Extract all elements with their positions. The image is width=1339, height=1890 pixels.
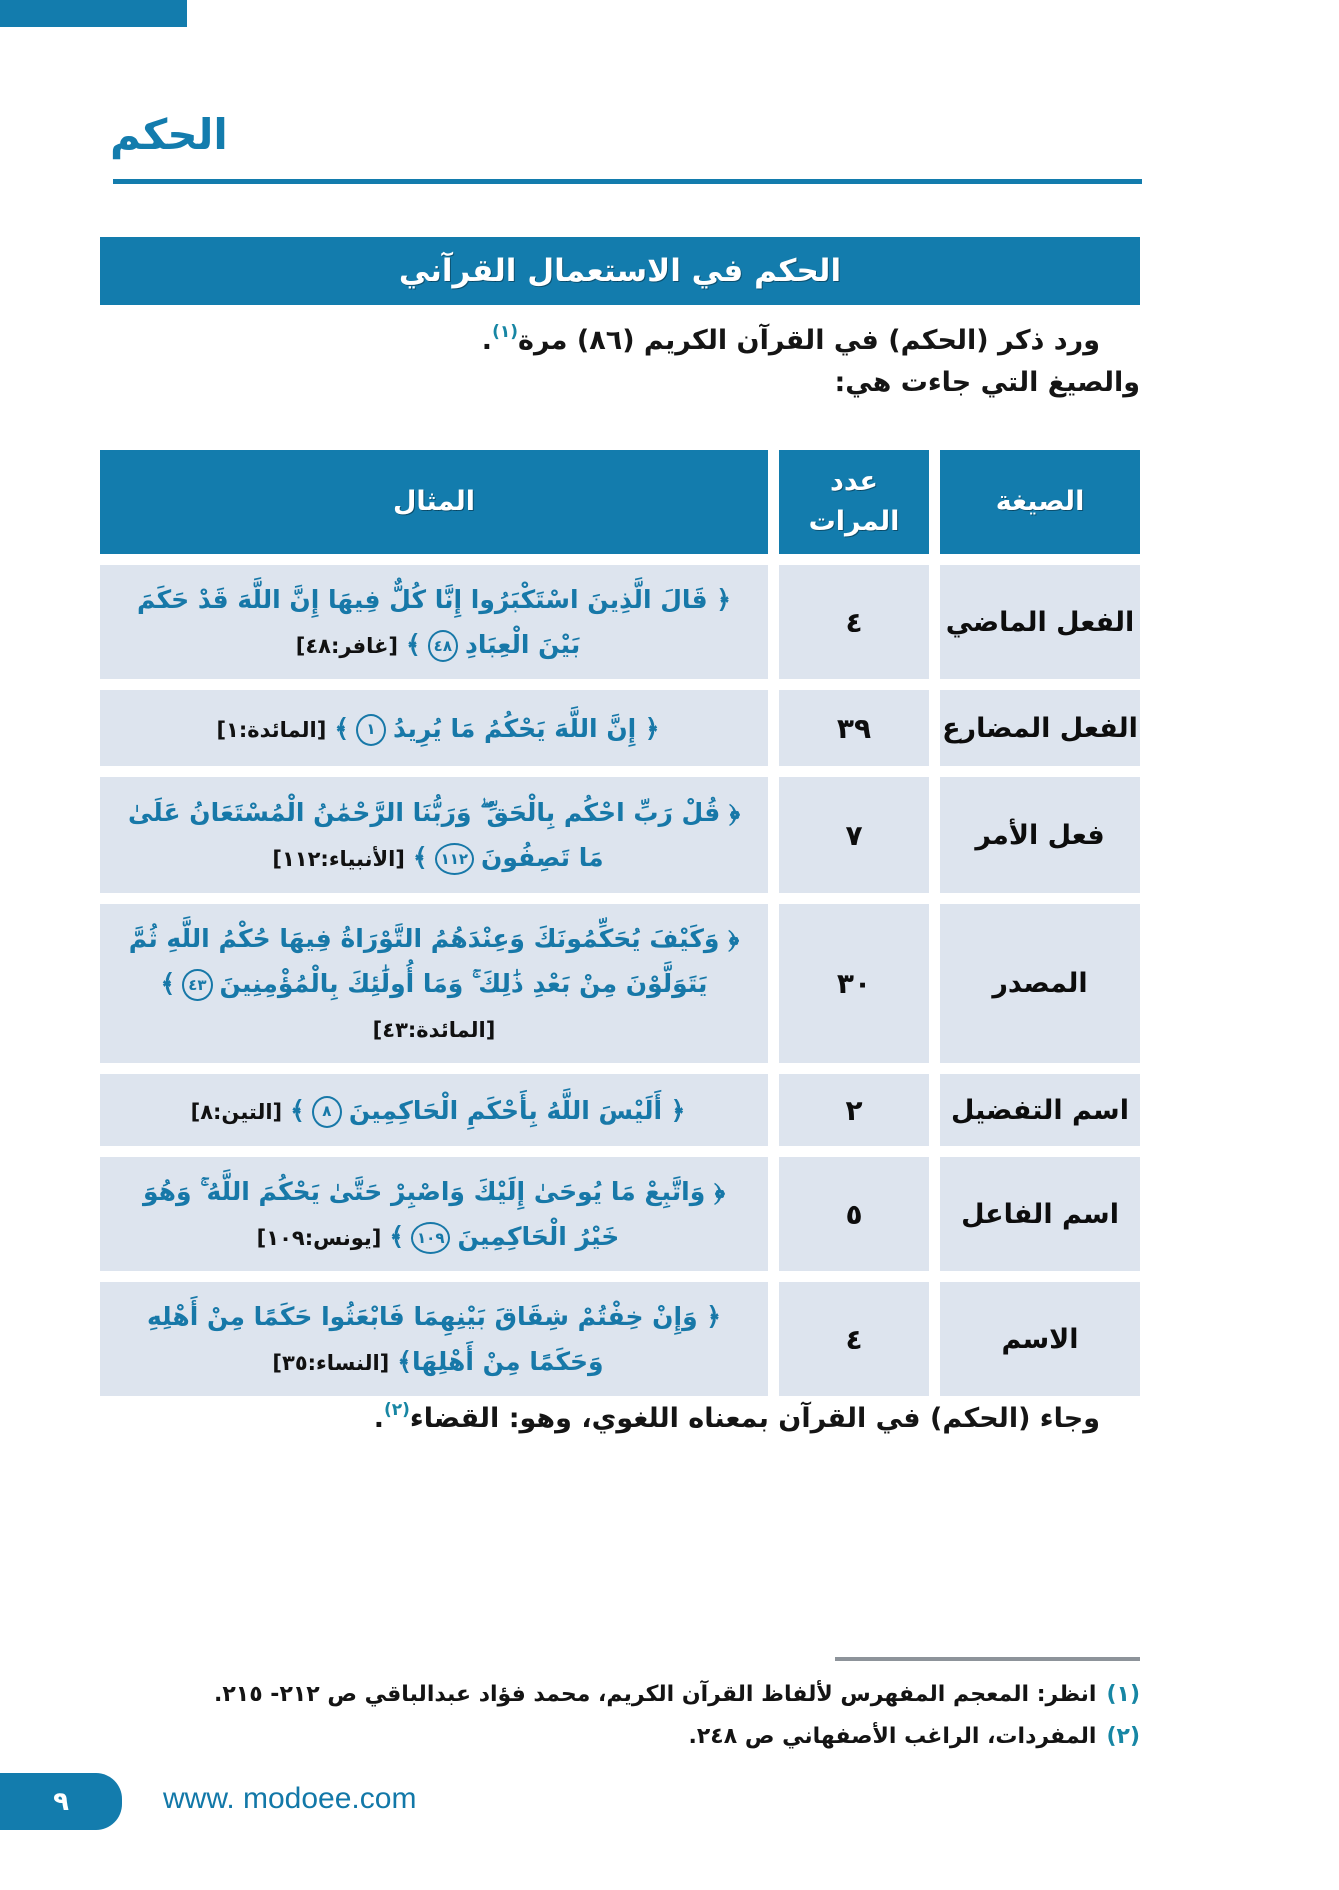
verse-reference: [يونس:١٠٩]	[256, 1226, 382, 1250]
footnote-2-marker: (٢)	[1106, 1723, 1140, 1749]
verse-close-bracket: ﴾	[406, 630, 421, 659]
intro-paragraphs	[100, 320, 1140, 404]
page-number-tab	[0, 1773, 122, 1830]
page-number: ٩	[53, 1786, 69, 1817]
row-example	[100, 904, 768, 1063]
row-count: ٢	[779, 1074, 929, 1146]
table-row	[100, 565, 1140, 679]
intro-line-1	[100, 320, 1140, 362]
footnote-2	[100, 1716, 1140, 1758]
verse-reference: [المائدة:١]	[216, 717, 327, 742]
row-form: الفعل المضارع	[940, 690, 1140, 766]
header-example: المثال	[100, 450, 768, 554]
table-row	[100, 690, 1140, 766]
row-form: اسم التفضيل	[940, 1074, 1140, 1146]
closing-paragraph	[100, 1398, 1140, 1440]
row-form: اسم الفاعل	[940, 1157, 1140, 1271]
row-form: الاسم	[940, 1282, 1140, 1396]
row-count: ٧	[779, 777, 929, 893]
verse-reference: [المائدة:٤٣]	[372, 1018, 496, 1042]
verse-close-bracket: ﴾	[290, 1095, 305, 1125]
closing-period: .	[373, 1403, 384, 1434]
row-count: ٤	[779, 565, 929, 679]
ayah-number-badge: ١٠٩	[411, 1222, 450, 1254]
ayah-number-badge: ٨	[312, 1096, 342, 1128]
footnotes-block	[100, 1674, 1140, 1758]
table-row	[100, 904, 1140, 1063]
row-count: ٣٩	[779, 690, 929, 766]
intro-line-1-text: ورد ذكر (الحكم) في القرآن الكريم (٨٦) مرة	[518, 325, 1100, 356]
verse-reference: [الأنبياء:١١٢]	[272, 847, 405, 871]
website-url: www. modoee.com	[163, 1782, 417, 1815]
ayah-number-badge: ١١٢	[435, 843, 474, 875]
intro-line-2: والصيغ التي جاءت هي:	[834, 366, 1140, 398]
row-form: الفعل الماضي	[940, 565, 1140, 679]
row-form: المصدر	[940, 904, 1140, 1063]
ayah-number-badge: ٤٣	[182, 969, 212, 1001]
top-corner-bar	[0, 0, 187, 27]
verse-text: ﴿ أَلَيْسَ اللَّهُ بِأَحْكَمِ الْحَاكِمِينَ	[348, 1095, 686, 1125]
footnote-2-text: المفردات، الراغب الأصفهاني ص ٢٤٨.	[688, 1723, 1097, 1749]
verse-close-bracket: ﴾	[160, 969, 176, 998]
row-example	[100, 1074, 768, 1146]
row-example	[100, 690, 768, 766]
section-banner	[100, 237, 1140, 305]
row-example	[100, 565, 768, 679]
footnote-1-text: انظر: المعجم المفهرس لألفاظ القرآن الكريم، محمد فؤاد عبدالباقي ص ٢١٢- ٢١٥.	[213, 1682, 1097, 1707]
footnote-ref-1: (١)	[492, 322, 519, 342]
verse-text: ﴿ قَالَ الَّذِينَ اسْتَكْبَرُوا إِنَّا كُلٌّ فِيهَا إِنَّ اللَّهَ قَدْ حَكَمَ بَيْنَ الْعِبَادِ	[136, 585, 732, 659]
table-header-row	[100, 450, 1140, 554]
footnote-1	[100, 1674, 1140, 1716]
verse-reference: [غافر:٤٨]	[295, 634, 399, 658]
table-row	[100, 1157, 1140, 1271]
closing-text: وجاء (الحكم) في القرآن بمعناه اللغوي، وهو: القضاء	[409, 1403, 1100, 1434]
intro-line-1-period: .	[481, 325, 493, 356]
verse-reference: [النساء:٣٥]	[272, 1351, 390, 1375]
footnote-ref-2: (٢)	[383, 1400, 410, 1420]
verse-close-bracket: ﴾	[389, 1222, 405, 1251]
row-example	[100, 1157, 768, 1271]
verse-text: ﴿ قُلْ رَبِّ احْكُم بِالْحَقِّ ۖ وَرَبُّنَا الرَّحْمَٰنُ الْمُسْتَعَانُ عَلَىٰ مَا تَصِفُونَ	[127, 798, 741, 872]
row-example	[100, 1282, 768, 1396]
verse-close-bracket: ﴾	[412, 843, 428, 872]
row-count: ٥	[779, 1157, 929, 1271]
row-count: ٣٠	[779, 904, 929, 1063]
book-title-logo: الحكم	[110, 110, 228, 159]
verse-close-bracket: ﴾	[334, 713, 349, 743]
closing-line	[100, 1398, 1140, 1440]
ayah-number-badge: ١	[356, 714, 386, 746]
header-form: الصيغة	[940, 450, 1140, 554]
header-rule	[113, 179, 1142, 184]
verse-text: ﴿ وَإِنْ خِفْتُمْ شِقَاقَ بَيْنِهِمَا فَابْعَثُوا حَكَمًا مِنْ أَهْلِهِ وَحَكَمًا مِنْ أَهْلِهَا	[147, 1302, 721, 1376]
verse-close-bracket: ﴾	[397, 1347, 412, 1376]
verse-text: ﴿ وَكَيْفَ يُحَكِّمُونَكَ وَعِنْدَهُمُ التَّوْرَاةُ فِيهَا حُكْمُ اللَّهِ ثُمَّ يَتَوَلَّوْنَ مِنْ بَعْدِ ذَٰلِكَ ۚ وَمَا أُولَٰئِكَ بِالْمُؤْمِنِينَ	[128, 924, 740, 998]
footnote-separator	[835, 1657, 1140, 1661]
table-row	[100, 1074, 1140, 1146]
row-example	[100, 777, 768, 893]
row-form: فعل الأمر	[940, 777, 1140, 893]
table-row	[100, 1282, 1140, 1396]
footnote-1-marker: (١)	[1106, 1682, 1140, 1707]
verse-reference: [التين:٨]	[190, 1099, 283, 1124]
table-row	[100, 777, 1140, 893]
verse-text: ﴿ إِنَّ اللَّهَ يَحْكُمُ مَا يُرِيدُ	[393, 713, 660, 743]
row-count: ٤	[779, 1282, 929, 1396]
section-title: الحكم في الاستعمال القرآني	[398, 253, 842, 289]
forms-table	[100, 450, 1140, 1396]
ayah-number-badge: ٤٨	[428, 630, 458, 662]
verse-text: ﴿ وَاتَّبِعْ مَا يُوحَىٰ إِلَيْكَ وَاصْبِرْ حَتَّىٰ يَحْكُمَ اللَّهُ ۚ وَهُوَ خَيْرُ الْحَاكِمِينَ	[142, 1177, 726, 1251]
header-count: عدد المرات	[779, 450, 929, 554]
